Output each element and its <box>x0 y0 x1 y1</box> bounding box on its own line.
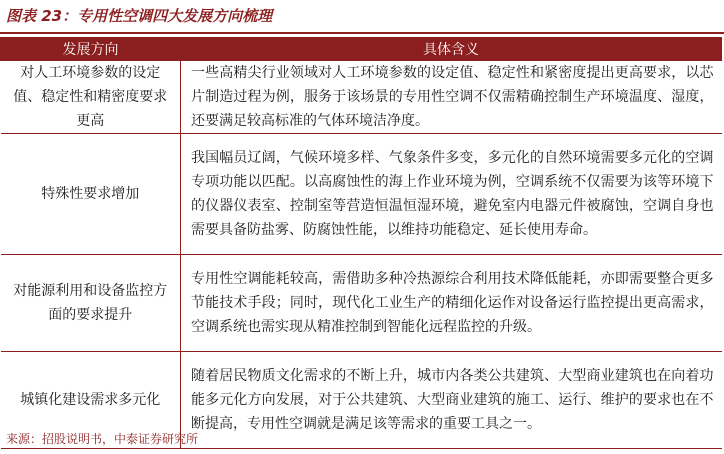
figure-title: 图表 23：专用性空调四大发展方向梳理 <box>6 7 273 25</box>
header-direction: 发展方向 <box>1 38 181 61</box>
meaning-cell: 专用性空调能耗较高，需借助多种冷热源综合利用技术降低能耗，亦即需要整合更多节能技术手段；同时，现代化工业生产的精细化运作对设备运行监控提出更高需求，空调系统也需实现从精准控制到智能化远程监控的升级。 <box>181 255 722 352</box>
direction-cell: 对能源利用和设备监控方面的要求提升 <box>1 255 181 352</box>
direction-cell: 对人工环境参数的设定值、稳定性和精密度要求更高 <box>1 61 181 134</box>
direction-cell: 城镇化建设需求多元化 <box>1 352 181 449</box>
table-row <box>1 255 722 352</box>
table-header-row <box>1 38 722 61</box>
table-row <box>1 134 722 255</box>
source-note: 来源：招股说明书，中泰证券研究所 <box>6 432 199 446</box>
meaning-cell: 一些高精尖行业领域对人工环境参数的设定值、稳定性和紧密度提出更高要求，以芯片制造过程为例，服务于该场景的专用性空调不仅需精确控制生产环境温度、湿度，还要满足较高标准的气体环境洁净度。 <box>181 61 722 134</box>
meaning-cell: 随着居民物质文化需求的不断上升，城市内各类公共建筑、大型商业建筑也在向着功能多元化方向发展，对于公共建筑、大型商业建筑的施工、运行、维护的要求也在不断提高，专用性空调就是满足该等需求的重要工具之一。 <box>181 352 722 449</box>
table-row <box>1 61 722 134</box>
header-meaning: 具体含义 <box>181 38 722 61</box>
direction-cell: 特殊性要求增加 <box>1 134 181 255</box>
title-divider <box>0 32 724 34</box>
development-direction-table <box>0 37 722 449</box>
meaning-cell: 我国幅员辽阔，气候环境多样、气象条件多变，多元化的自然环境需要多元化的空调专项功能以匹配。以高腐蚀性的海上作业环境为例，空调系统不仅需要为该等环境下的仪器仪表室、控制室等营造恒温恒湿环境，避免室内电器元件被腐蚀，空调自身也需要具备防盐雾、防腐蚀性能，以维持功能稳定、延长使用寿命。 <box>181 134 722 255</box>
